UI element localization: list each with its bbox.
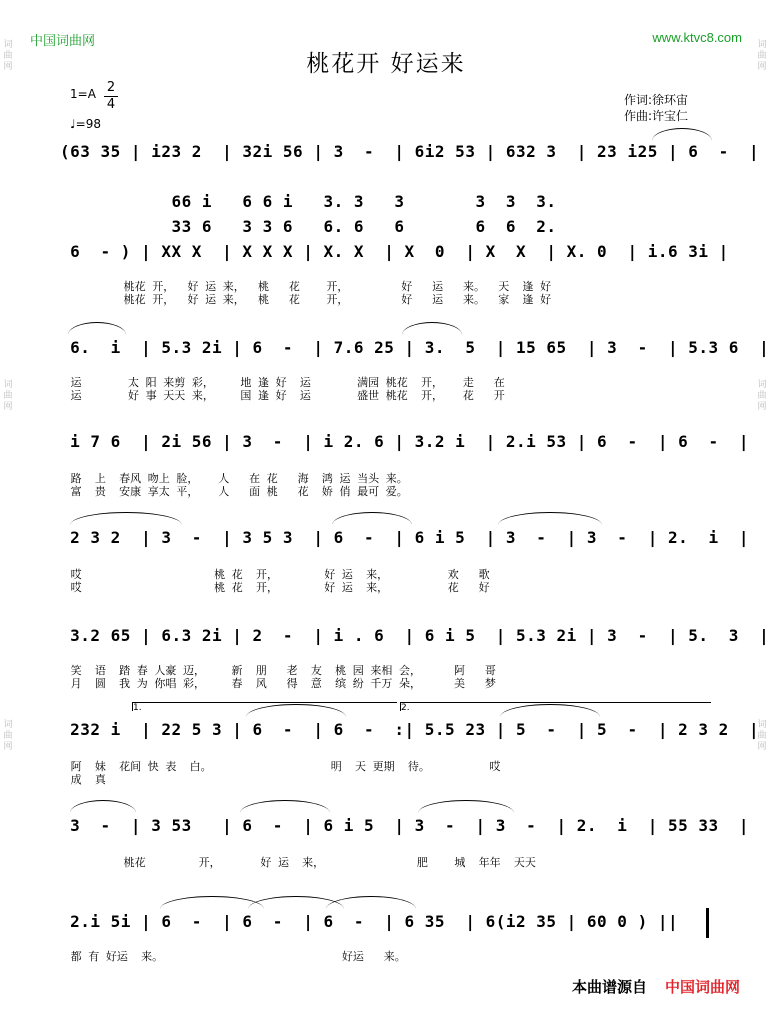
tempo-mark: ♩=98	[70, 117, 101, 131]
watermark-right-1: 词曲网	[757, 40, 767, 72]
slur	[70, 800, 136, 813]
lyric-line: 阿 妹 花间 快 表 白。 明 天 更期 待。 哎	[64, 760, 501, 773]
notes-line: 2 3 2 | 3 - | 3 5 3 | 6 - | 6 i 5 | 3 - | 3 - | 2. i |	[60, 528, 750, 547]
lyric-line: 笑 语 踏 春 人豪 迈， 新 朋 老 友 桃 园 来相 会， 阿 哥	[64, 664, 496, 677]
time-top: 2	[106, 80, 116, 95]
time-signature	[104, 80, 118, 113]
slur	[326, 896, 416, 909]
watermark-right-3: 词曲网	[757, 720, 767, 752]
volta-2: 2.	[400, 702, 711, 711]
watermark-left-3: 词曲网	[3, 720, 13, 752]
lyric-line: 富 贵 安康 享太 平， 人 面 桃 花 娇 俏 最可 爱。	[64, 485, 408, 498]
site-name[interactable]: 中国词曲网	[30, 34, 96, 49]
lyric-line: 桃花 开， 好 运 来， 肥 城 年年 天天	[64, 856, 536, 869]
lyric-line: 哎 桃 花 开， 好 运 来， 欢 歌	[64, 568, 490, 581]
time-bottom: 4	[104, 96, 118, 113]
slur	[418, 800, 514, 813]
lyricist: 作词:徐环宙	[623, 93, 688, 107]
footer-source: 本曲谱源自	[571, 978, 647, 996]
lyric-line: 桃花 开， 好 运 来， 桃 花 开， 好 运 来。 家 逢 好	[64, 293, 552, 306]
watermark-right-2: 词曲网	[757, 380, 767, 412]
notes-line: 66 i 6 6 i 3. 3 3 3 3 3.	[60, 192, 557, 211]
notes-line: 33 6 3 3 6 6. 6 6 6 6 2.	[60, 217, 557, 236]
slur	[240, 800, 330, 813]
volta-1: 1.	[132, 702, 397, 711]
notes-line: 3.2 65 | 6.3 2i | 2 - | i . 6 | 6 i 5 | 5.3 2i | 3 - | 5. 3 |	[60, 626, 770, 645]
notes-line: (63 35 | i23 2 | 32i 56 | 3 - | 6i2 53 | 632 3 | 23 i25 | 6 - |	[60, 142, 760, 161]
watermark-left-2: 词曲网	[3, 380, 13, 412]
footer-brand[interactable]: 中国词曲网	[664, 978, 740, 996]
lyric-line: 月 圆 我 为 你唱 彩， 春 风 得 意 缤 纷 千万 朵， 美 梦	[64, 677, 496, 690]
footer	[572, 976, 740, 997]
page-title: 桃花开 好运来	[306, 51, 466, 77]
slur	[332, 512, 412, 525]
key-signature: 1=A	[70, 87, 96, 101]
final-barline	[706, 908, 709, 938]
slur	[70, 512, 182, 525]
site-url[interactable]: www.ktvc8.com	[652, 30, 742, 45]
notes-line: 3 - | 3 53 | 6 - | 6 i 5 | 3 - | 3 - | 2. i | 55 33 |	[60, 816, 750, 835]
notes-line: i 7 6 | 2i 56 | 3 - | i 2. 6 | 3.2 i | 2.i 53 | 6 - | 6 - |	[60, 432, 750, 451]
notes-line: 232 i | 22 5 3 | 6 - | 6 - :| 5.5 23 | 5 - | 5 - | 2 3 2 |	[60, 720, 760, 739]
slur	[402, 322, 462, 335]
slur	[68, 322, 126, 335]
notes-line: 6. i | 5.3 2i | 6 - | 7.6 25 | 3. 5 | 15 65 | 3 - | 5.3 6 |	[60, 338, 770, 357]
slur	[498, 512, 602, 525]
lyric-line: 路 上 春风 吻上 脸， 人 在 花 海 鸿 运 当头 来。	[64, 472, 408, 485]
slur	[652, 128, 712, 141]
lyric-line: 运 好 事 天天 来， 国 逢 好 运 盛世 桃花 开， 花 开	[64, 389, 505, 402]
credits	[624, 92, 688, 124]
lyric-line: 运 太 阳 来剪 彩， 地 逢 好 运 满园 桃花 开， 走 在	[64, 376, 505, 389]
notes-line: 6 - ) | XX X | X X X | X. X | X 0 | X X | X. 0 | i.6 3i |	[60, 242, 729, 261]
lyric-line: 桃花 开， 好 运 来， 桃 花 开， 好 运 来。 天 逢 好	[64, 280, 552, 293]
lyric-line: 成 真	[64, 773, 106, 786]
lyric-line: 哎 桃 花 开， 好 运 来， 花 好	[64, 581, 490, 594]
notes-line: 2.i 5i | 6 - | 6 - | 6 - | 6 35 | 6(i2 35 | 60 0 ) ||	[60, 912, 679, 931]
watermark-left-1: 词曲网	[3, 40, 13, 72]
composer: 作曲:许宝仁	[623, 109, 688, 123]
lyric-line: 都 有 好运 来。 好运 来。	[64, 950, 406, 963]
